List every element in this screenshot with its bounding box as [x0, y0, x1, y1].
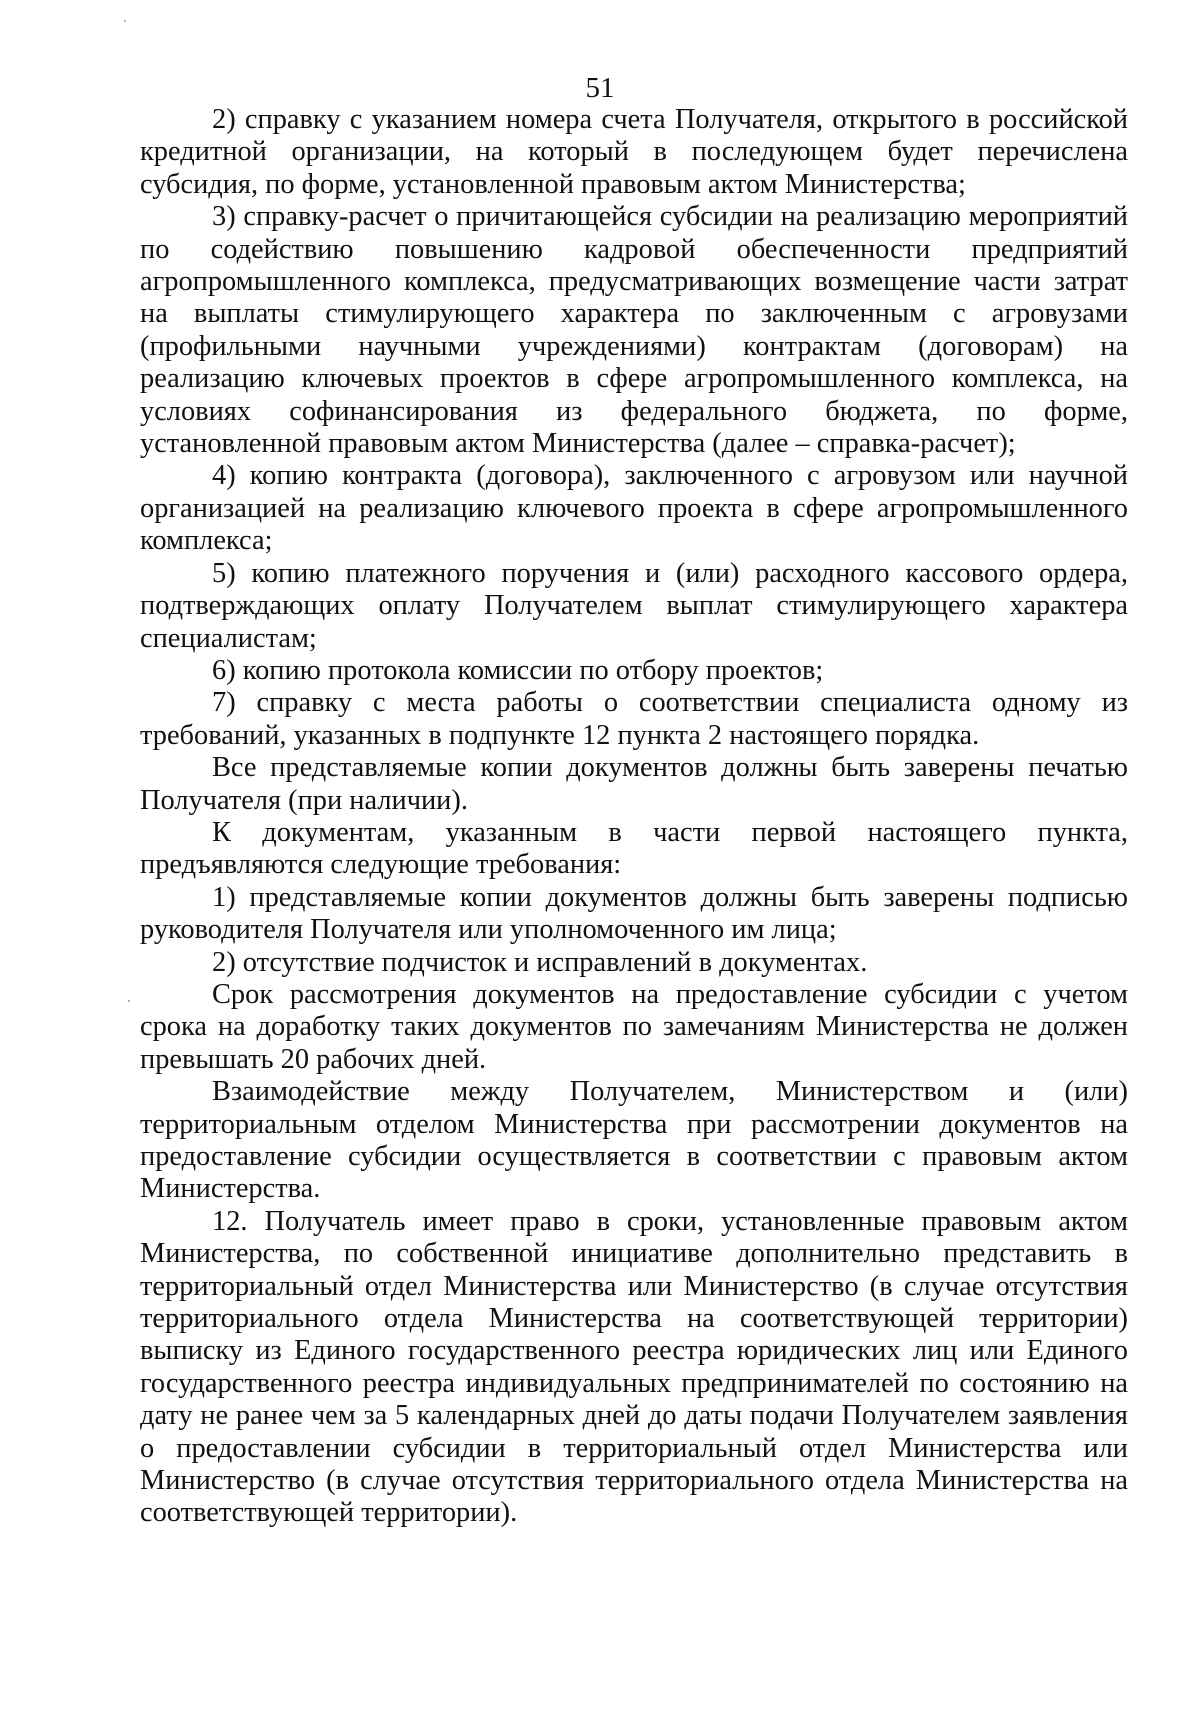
paragraph-copies-sealed: Все представляемые копии документов должны быть заверены печатью Получателя (при наличии). [140, 752, 1128, 816]
paragraph-interaction: Взаимодействие между Получателем, Министерством и (или) территориальным отделом Министерства при рассмотрении документов на предоставление субсидии осуществляется в соответствии с правовым актом Министерства. [140, 1076, 1128, 1205]
paragraph-item-7-workplace-certificate: 7) справку с места работы о соответствии специалиста одному из требований, указанных в подпункте 12 пункта 2 настоящего порядка. [140, 687, 1128, 751]
scan-speck [124, 20, 126, 22]
paragraph-item-4-contract-copy: 4) копию контракта (договора), заключенного с агровузом или научной организацией на реализацию ключевого проекта в сфере агропромышленного комплекса; [140, 460, 1128, 557]
paragraph-review-term: Срок рассмотрения документов на предоставление субсидии с учетом срока на доработку таких документов по замечаниям Министерства не должен превышать 20 рабочих дней. [140, 978, 1128, 1075]
scan-speck [128, 1000, 130, 1002]
paragraph-item-2-account-certificate: 2) справку с указанием номера счета Получателя, открытого в российской кредитной организации, на который в последующем будет перечислена субсидия, по форме, установленной правовым актом Министерства; [140, 104, 1128, 200]
paragraph-item-5-payment-order-copy: 5) копию платежного поручения и (или) расходного кассового ордера, подтверждающих оплату Получателем выплат стимулирующего характера специалистам; [140, 557, 1128, 654]
paragraph-requirements-intro: К документам, указанным в части первой настоящего пункта, предъявляются следующие требования: [140, 816, 1128, 881]
paragraph-requirement-1-signature: 1) представляемые копии документов должны быть заверены подписью руководителя Получателя или уполномоченного им лица; [140, 881, 1128, 946]
paragraph-item-6-protocol-copy: 6) копию протокола комиссии по отбору проектов; [212, 654, 824, 686]
page-number: 51 [585, 72, 615, 104]
paragraph-item-3-subsidy-calculation: 3) справку-расчет о причитающейся субсидии на реализацию мероприятий по содействию повышению кадровой обеспеченности предприятий агропромышленного комплекса, предусматривающих возмещение части затрат на выплаты стимулирующего характера по заключенным с агровузами (профильными научными учреждениями) контрактам (договорам) на реализацию ключевых проектов в сфере агропромышленного комплекса, на условиях софинансирования из федерального бюджета, по форме, установленной правовым актом Министерства (далее – справка-расчет); [140, 201, 1128, 460]
paragraph-requirement-2-no-corrections: 2) отсутствие подчисток и исправлений в документах. [212, 946, 868, 978]
document-body [140, 104, 1128, 1530]
paragraph-clause-12: 12. Получатель имеет право в сроки, установленные правовым актом Министерства, по собственной инициативе дополнительно представить в территориальный отдел Министерства или Министерство (в случае отсутствия территориального отдела Министерства на соответствующей территории) выписку из Единого государственного реестра юридических лиц или Единого государственного реестра индивидуальных предпринимателей по состоянию на дату не ранее чем за 5 календарных дней до даты подачи Получателем заявления о предоставлении субсидии в территориальный отдел Министерства или Министерство (в случае отсутствия территориального отдела Министерства на соответствующей территории). [140, 1205, 1128, 1529]
